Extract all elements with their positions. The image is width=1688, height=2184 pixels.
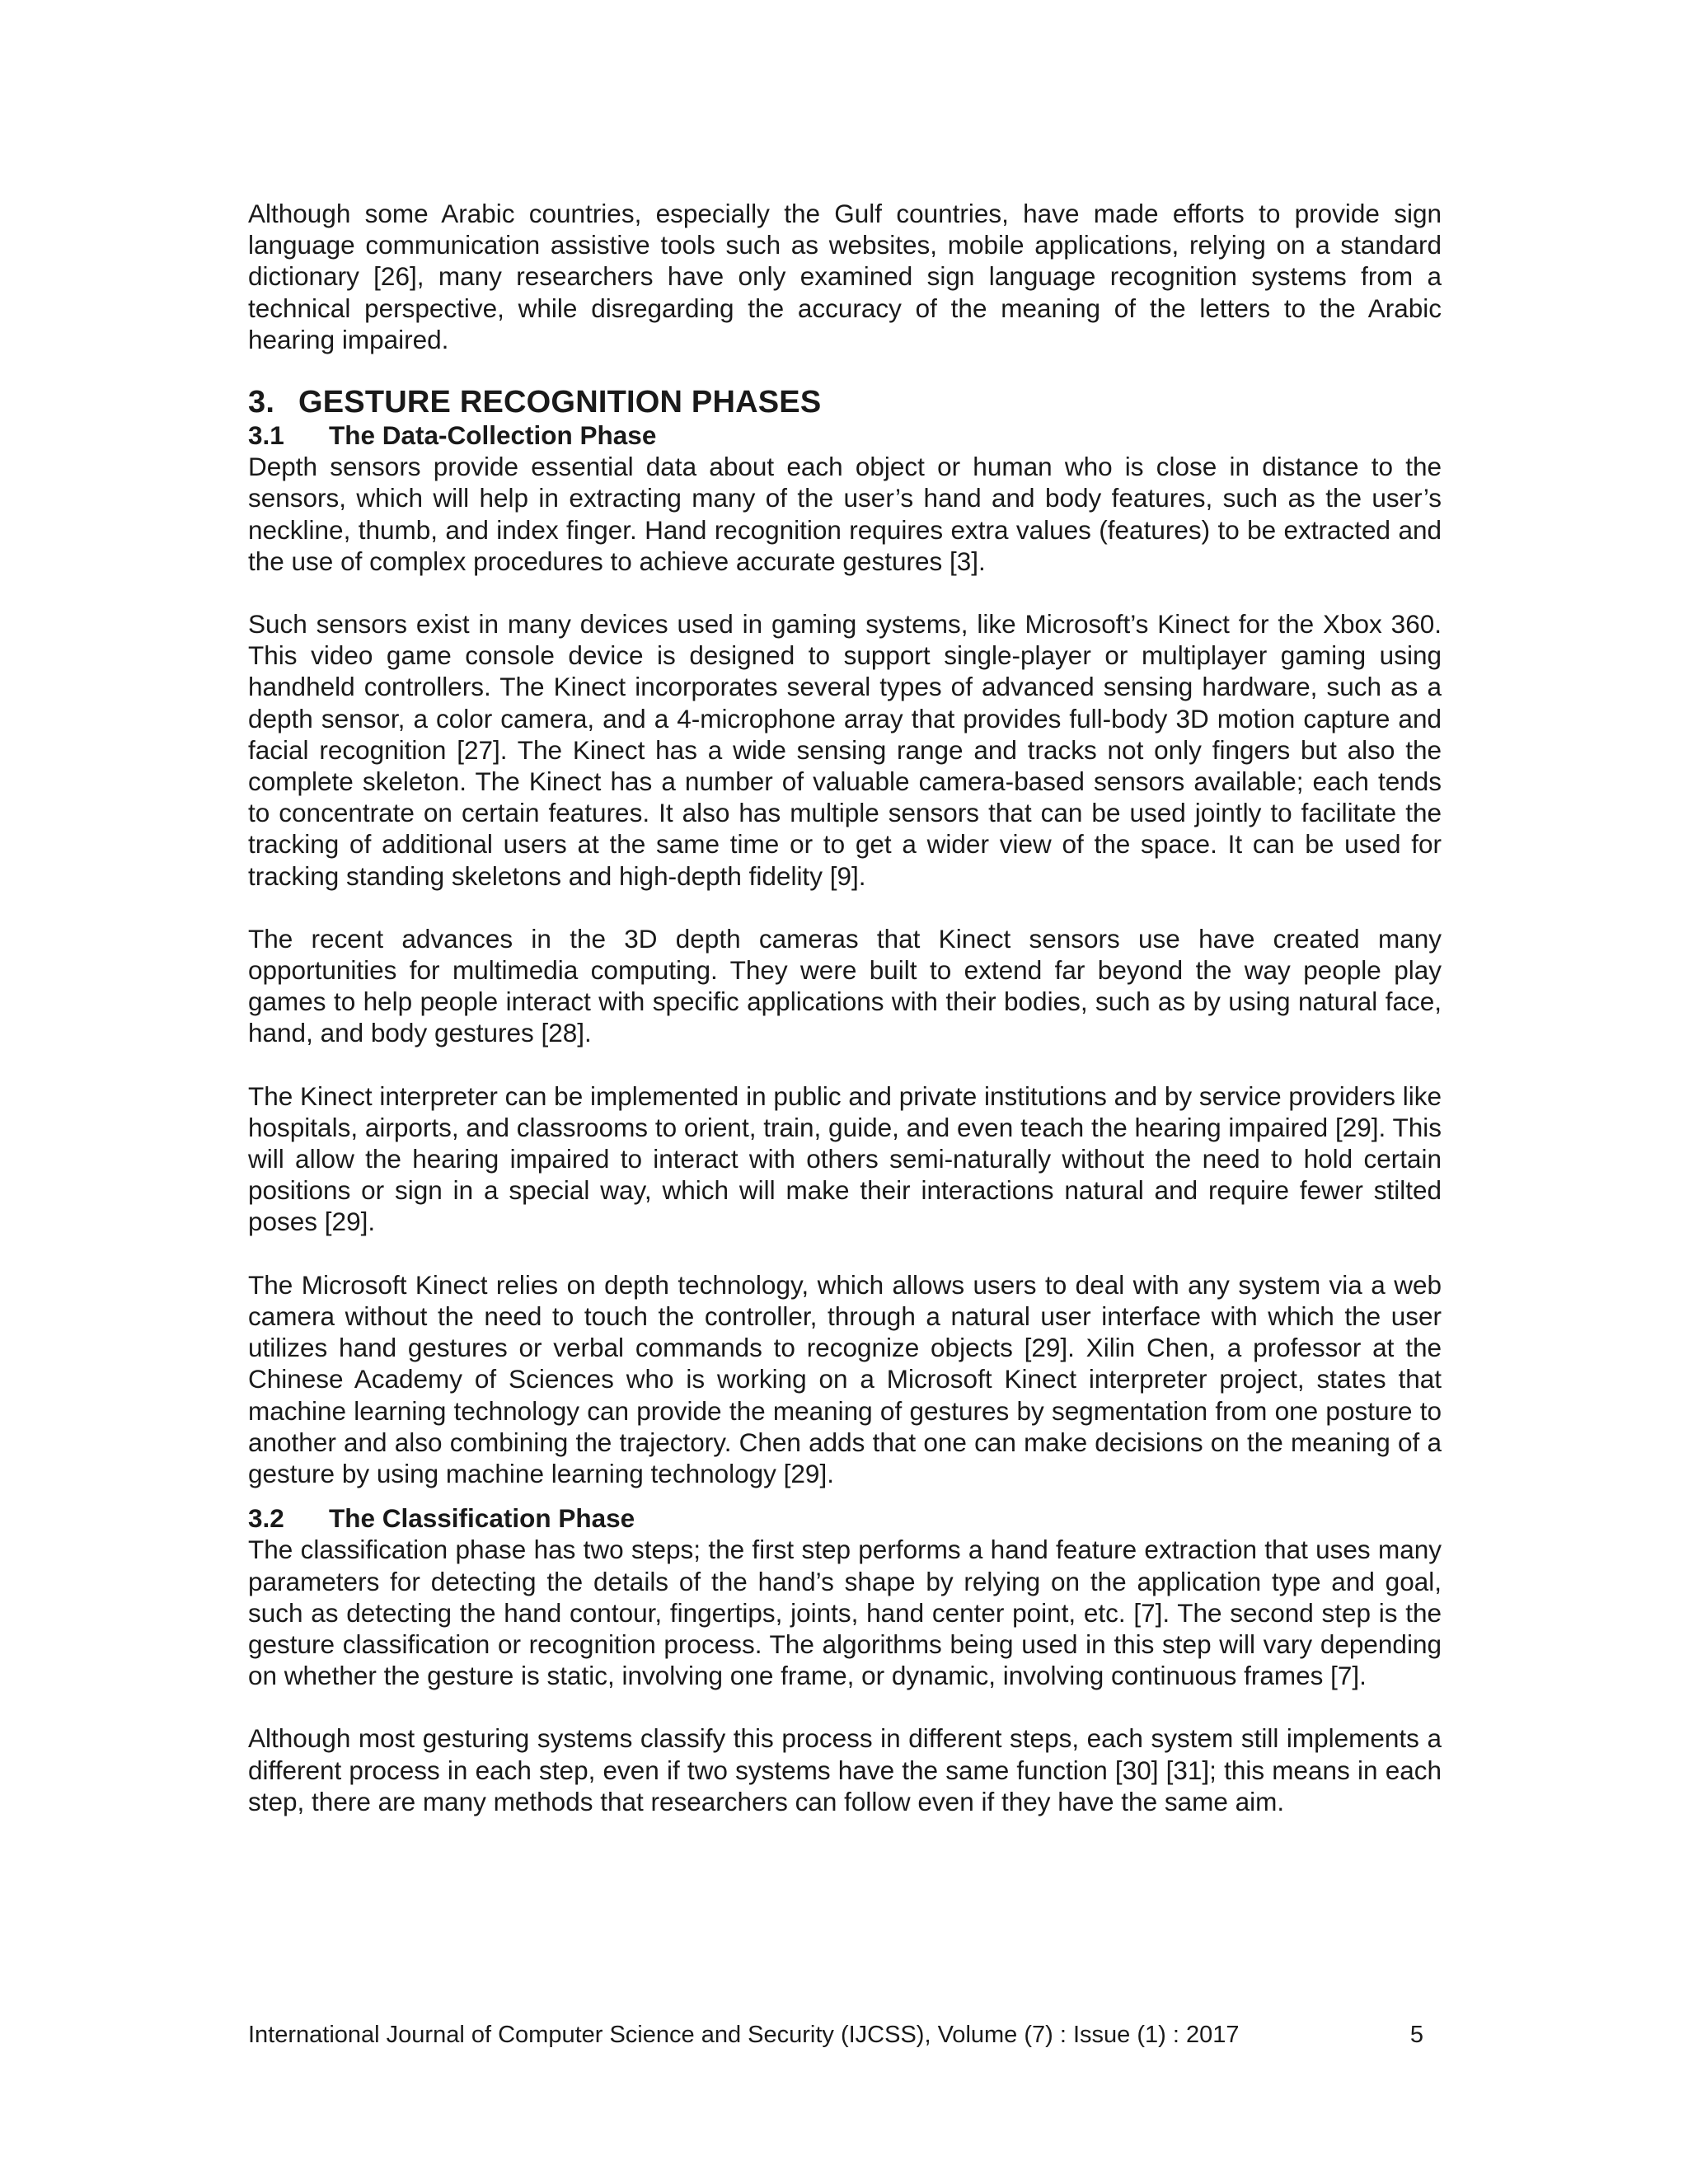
paragraph-kinect-sensors: Such sensors exist in many devices used in gaming systems, like Microsoft’s Kinect for the Xbox 360. This video game console device is designed to support single-player or multiplayer gaming using handheld controllers. The Kinect incorporates several types of advanced sensing hardware, such as a depth sensor, a color camera, and a 4-microphone array that provides full-body 3D motion capture and facial recognition [27]. The Kinect has a wide sensing range and tracks not only fingers but also the complete skeleton. The Kinect has a number of valuable camera-based sensors available; each tends to concentrate on certain features. It also has multiple sensors that can be used jointly to facilitate the tracking of additional users at the same time or to get a wider view of the space. It can be used for tracking standing skeletons and high-depth fidelity [9]. (248, 609, 1442, 891)
page-number: 5 (1409, 2022, 1423, 2048)
section-number: 3. (248, 385, 275, 420)
subsection-heading-data-collection (248, 419, 1442, 451)
section-title: GESTURE RECOGNITION PHASES (298, 385, 822, 420)
paragraph-3d-depth-cameras: The recent advances in the 3D depth cameras that Kinect sensors use have created many opportunities for multimedia computing. They were built to extend far beyond the way people play games to help people interact with specific applications with their bodies, such as by using natural face, hand, and body gestures [28]. (248, 923, 1442, 1048)
paragraph-classification-steps: The classification phase has two steps; the first step performs a hand feature extraction that uses many parameters for detecting the details of the hand’s shape by relying on the application type and goal, such as detecting the hand contour, fingertips, joints, hand center point, etc. [7]. The second step is the gesture classification or recognition process. The algorithms being used in this step will vary depending on whether the gesture is static, involving one frame, or dynamic, involving continuous frames [7]. (248, 1535, 1442, 1691)
subsection-title: The Data-Collection Phase (329, 420, 657, 451)
paragraph-microsoft-kinect: The Microsoft Kinect relies on depth technology, which allows users to deal with any system via a web camera without the need to touch the controller, through a natural user interface with which the user utilizes hand gestures or verbal commands to recognize objects [29]. Xilin Chen, a professor at the Chinese Academy of Sciences who is working on a Microsoft Kinect interpreter project, states that machine learning technology can provide the meaning of gestures by segmentation from one posture to another and also combining the trajectory. Chen adds that one can make decisions on the meaning of a gesture by using machine learning technology [29]. (248, 1269, 1442, 1488)
footer-journal-citation: International Journal of Computer Science and Security (IJCSS), Volume (7) : Issue (1) : 2017 (248, 2022, 1240, 2048)
paragraph-kinect-interpreter: The Kinect interpreter can be implemented in public and private institutions and by service providers like hospitals, airports, and classrooms to orient, train, guide, and even teach the hearing impaired [29]. This will allow the hearing impaired to interact with others semi-naturally without the need to hold certain positions or sign in a special way, which will make their interactions natural and require fewer stilted poses [29]. (248, 1080, 1442, 1237)
subsection-number: 3.1 (248, 420, 284, 451)
subsection-heading-classification (248, 1502, 1442, 1534)
paragraph-gesturing-systems: Although most gesturing systems classify this process in different steps, each system still implements a different process in each step, even if two systems have the same function [30] [31]; this means in each step, there are many methods that researchers can follow even if they have the same aim. (248, 1723, 1442, 1816)
subsection-title: The Classification Phase (329, 1503, 635, 1534)
intro-paragraph: Although some Arabic countries, especially the Gulf countries, have made efforts to provide sign language communication assistive tools such as websites, mobile applications, relying on a standard dictionary [26], many researchers have only examined sign language recognition systems from a technical perspective, while disregarding the accuracy of the meaning of the letters to the Arabic hearing impaired. (248, 199, 1442, 354)
section-heading (248, 385, 1442, 419)
page-content (248, 198, 1442, 1817)
paragraph-depth-sensors: Depth sensors provide essential data about each object or human who is close in distance to the sensors, which will help in extracting many of the user’s hand and body features, such as the user’s neckline, thumb, and index finger. Hand recognition requires extra values (features) to be extracted and the use of complex procedures to achieve accurate gestures [3]. (248, 452, 1442, 576)
subsection-number: 3.2 (248, 1503, 284, 1534)
